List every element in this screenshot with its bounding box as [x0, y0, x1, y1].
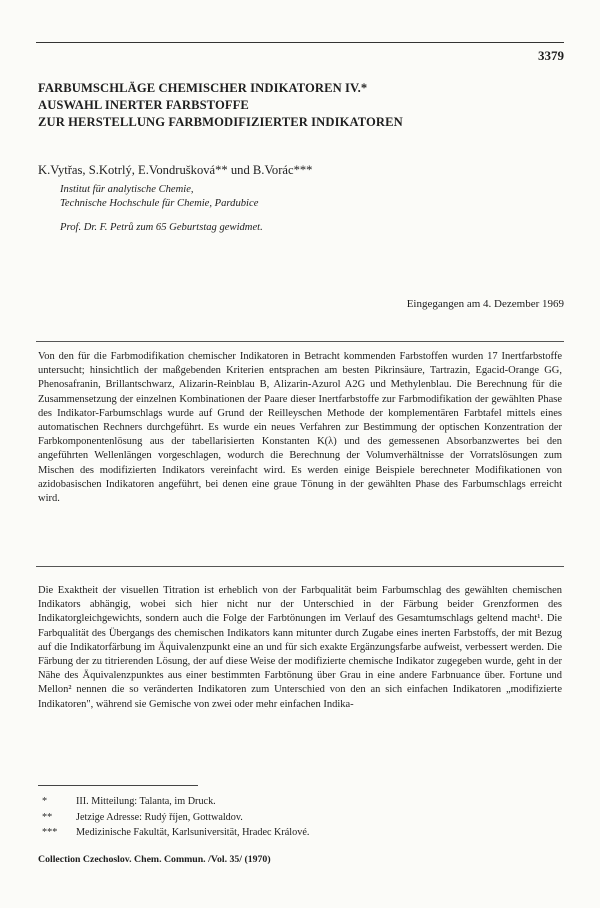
footnote-1	[42, 794, 542, 810]
journal-volume: /Vol. 35/ (1970)	[208, 854, 271, 865]
journal-citation	[38, 854, 271, 865]
dedication: Prof. Dr. F. Petrů zum 65 Geburtstag gewidmet.	[60, 222, 263, 233]
author-list: K.Vytřas, S.Kotrlý, E.Vondrušková** und B.Vorác***	[38, 163, 313, 177]
footnotes	[42, 794, 542, 841]
received-date: Eingegangen am 4. Dezember 1969	[406, 298, 564, 310]
footnote-mark: ***	[42, 827, 58, 838]
affiliation-line-1: Institut für analytische Chemie,	[60, 184, 194, 195]
footnote-text: Jetzige Adresse: Rudý říjen, Gottwaldov.	[76, 811, 243, 823]
affiliation-line-2: Technische Hochschule für Chemie, Pardubice	[60, 198, 259, 209]
footnote-mark: **	[42, 811, 53, 823]
abstract-top-rule	[36, 341, 564, 342]
affiliation	[60, 183, 258, 211]
footnote-mark: *	[42, 796, 48, 807]
title-line-1: FARBUMSCHLÄGE CHEMISCHER INDIKATOREN IV.*	[38, 81, 368, 95]
footnote-text: III. Mitteilung: Talanta, im Druck.	[76, 796, 216, 807]
footnote-3	[42, 825, 542, 841]
title-line-2: AUSWAHL INERTER FARBSTOFFE	[38, 98, 249, 112]
body-text	[38, 584, 562, 712]
abstract	[38, 350, 562, 506]
journal-name: Collection Czechoslov. Chem. Commun.	[38, 854, 206, 865]
title-line-3: ZUR HERSTELLUNG FARBMODIFIZIERTER INDIKATOREN	[38, 115, 403, 129]
footnote-text: Medizinische Fakultät, Karlsuniversität, Hradec Králové.	[76, 827, 310, 838]
article-title	[38, 80, 568, 131]
footnote-rule	[38, 785, 198, 786]
abstract-bottom-rule	[36, 566, 564, 567]
page-number: 3379	[538, 48, 564, 63]
abstract-text: Von den für die Farbmodifikation chemischer Indikatoren in Betracht kommenden Farbstoffen wurden 17 Inertfarbstoffe untersucht; hinsichtlich der maßgebenden Kriterien entsprachen am besten Pikrinsäure, Tartrazin, Egacid-Orange GG, Phenosafranin, Brillantschwarz, Alizarin-Reinblau B, Alizarin-Azurol A2G und Methylenblau. Die Berechnung für die Zusammensetzung der einzelnen Kombinationen der Paare dieser Inertfarbstoffe zur Farbmodifikation der gewählten Phase des Indikator-Farbumschlags wurde auf Grund der Reilleyschen Methode der komplementären Farbtafel mittels eines automatischen Rechners durchgeführt. Es wurde ein neues Verfahren zur Bestimmung der optischen Konzentration der Farbkomponentenlösung aus der tabellarisierten Konstanten K(λ) und des gemessenen Absorbanzwertes bei den angeführten Wellenlängen vorgeschlagen, wodurch die Berechnung der Volumverhältnisse der Vorratslösungen zum Mischen des modifizierten Indikators vereinfacht wird. Es werden einige Beispiele berechneter Modifikationen von azidobasischen Indikatoren angeführt, bei denen eine graue Tönung in der gewählten Phase des Farbumschlags erreicht wird.	[38, 351, 562, 505]
footnote-2	[42, 810, 542, 826]
body-paragraph: Die Exaktheit der visuellen Titration ist erheblich von der Farbqualität beim Farbumschlag des gewählten chemischen Indikators abhängig, wobei sich hier nicht nur der Unterschied in der Färbung beider Grenzformen des Indikatorgleichgewichts, sondern auch die Folge der Farbtönungen im Verlauf des Gesamtumschlags geltend macht¹. Die Farbqualität des Übergangs des chemischen Indikators kann mitunter durch Zugabe eines inerten Farbstoffs, der mit Bezug auf die Indikatorfärbung im Äquivalenzpunkt eine an und für sich exakte Ergänzungsfarbe aufweist, verbessert werden. Die Färbung der zu titrierenden Lösung, der auf diese Weise der modifizierte chemische Indikator zugegeben wurde, geht in der Nähe des Äquivalenzpunktes aus einer bestimmten Farbtönung über Grau in eine andere Farbnuance über. Fortune und Mellon² nennen die so veränderten Indikatoren zum Unterschied von den an sich einfachen Indikatoren „modifizierte Indikatoren", während sie Gemische von zwei oder mehr einfachen Indika-	[38, 585, 562, 710]
header-rule	[36, 42, 564, 43]
